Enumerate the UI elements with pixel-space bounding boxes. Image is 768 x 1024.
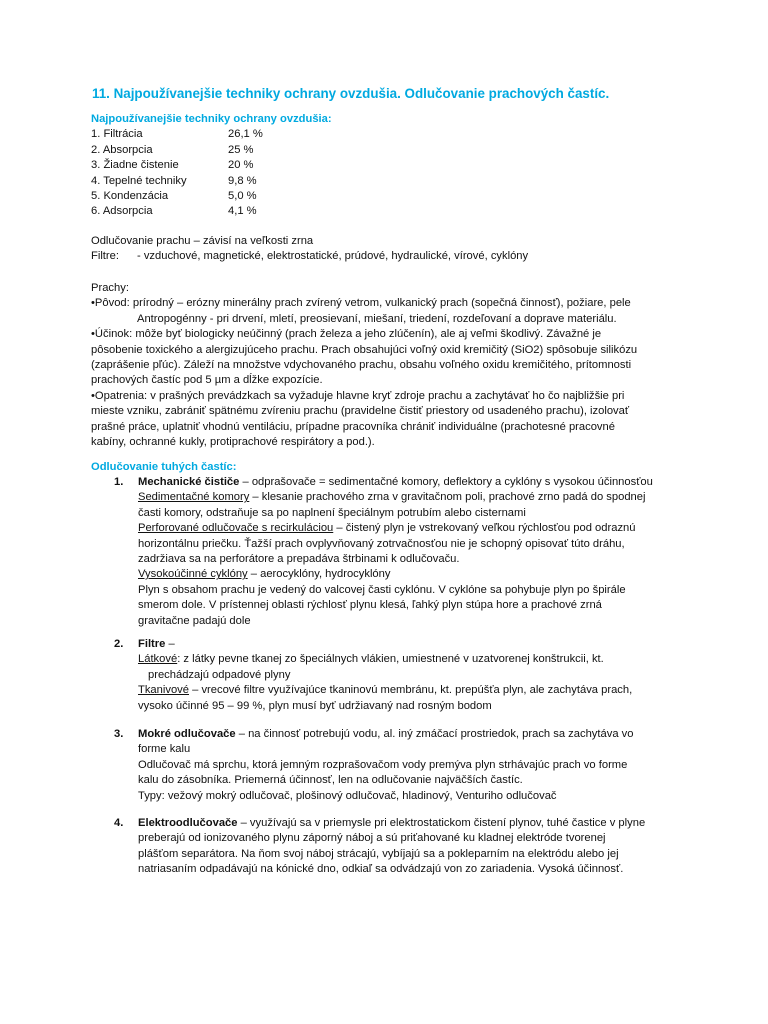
list-item-wet bbox=[138, 727, 698, 804]
sub-label: Látkové bbox=[138, 653, 178, 666]
item-text: Odlučovač má sprchu, ktorá jemným rozprašovačom vody premýva plyn strhávajúc prach vo forme bbox=[138, 758, 628, 771]
technique-row bbox=[91, 127, 332, 142]
technique-name: 5. Kondenzácia bbox=[91, 190, 169, 203]
sub-text: – klesanie prachového zrna v gravitačnom poli, prachové zrno padá do spodnej bbox=[249, 491, 646, 504]
sub-text: – aerocyklóny, hydrocyklóny bbox=[247, 568, 391, 581]
technique-value: 26,1 % bbox=[228, 128, 263, 141]
dust-line: Antropogénny - pri drvení, mletí, preosievaní, miešaní, triedení, rozdeľovaní a doprave materiálu. bbox=[137, 312, 617, 325]
sub-label: Tkanivové bbox=[138, 684, 189, 697]
item-text: Typy: vežový mokrý odlučovač, plošinový odlučovač, hladinový, Venturiho odlučovač bbox=[138, 789, 557, 802]
dust-line: kabíny, ochranné kukly, protiprachové respirátory a pod.). bbox=[91, 436, 375, 449]
dust-line: prašné práce, uplatniť vhodnú ventiláciu, prípadne pracovníka chrániť individuálne (prachotesné pracovné bbox=[91, 420, 615, 433]
sub-text: časti komory, odstraňuje sa po naplnení špeciálnym potrubím alebo cisternami bbox=[138, 506, 526, 519]
techniques-section bbox=[91, 112, 332, 220]
item-title-rest: – bbox=[165, 638, 175, 650]
item-text: plášťom separátora. Na ňom svoj náboj strácajú, vybíjajú sa a pokleparním na elektródu alebo jej bbox=[138, 847, 619, 860]
sub-text: vysoko účinné 95 – 99 %, plyn musí byť udržiavaný nad rosným bodom bbox=[138, 699, 492, 712]
technique-row bbox=[91, 143, 332, 158]
item-number: 2. bbox=[114, 638, 124, 650]
technique-value: 9,8 % bbox=[228, 174, 257, 187]
technique-name: 6. Adsorpcia bbox=[91, 205, 153, 218]
item-title-rest: – využívajú sa v priemysle pri elektrostatickom čistení plynov, tuhé častice v plyne bbox=[237, 817, 646, 829]
item-title: Elektroodlučovače bbox=[138, 817, 238, 829]
technique-row bbox=[91, 174, 332, 189]
technique-name: 2. Absorpcia bbox=[91, 143, 153, 156]
sub-text: : z látky pevne tkanej zo špeciálnych vlákien, umiestnené v uzatvorenej konštrukcii, kt. bbox=[177, 653, 604, 666]
technique-name: 4. Tepelné techniky bbox=[91, 174, 187, 187]
item-text: natriasaním odpadávajú na kónické dno, odkiaľ sa odvádzajú von zo zariadenia. Vysoká účinnosť. bbox=[138, 863, 624, 876]
sub-text: zadržiava sa na perforátore a prepadáva štrbinami k odlučovaču. bbox=[138, 553, 460, 566]
sub-text: Plyn s obsahom prachu je vedený do valcovej časti cyklónu. V cyklóne sa pohybuje plyn po špirále bbox=[138, 583, 626, 596]
dust-line: pôsobenie toxického a alergizujúceho prachu. Prach obsahujúci voľný oxid kremičitý (SiO2) spôsobuje silikózu bbox=[91, 343, 638, 356]
sub-label: Sedimentačné komory bbox=[138, 491, 250, 504]
item-text: kalu do zásobníka. Priemerná účinnosť, len na odlučovanie najväčších častíc. bbox=[138, 774, 523, 787]
separation-line: Odlučovanie prachu – závisí na veľkosti zrna bbox=[91, 235, 314, 247]
sub-text: horizontálnu priečku. Ťažší prach ovplyvňovaný zotrvačnosťou nie je schopný opisovať túto dráhu, bbox=[138, 537, 625, 550]
dust-section bbox=[91, 281, 637, 450]
filtre-text: - vzduchové, magnetické, elektrostatické, prúdové, hydraulické, vírové, cyklóny bbox=[137, 250, 529, 263]
sub-label: Vysokoúčinné cyklóny bbox=[138, 568, 248, 581]
technique-row bbox=[91, 158, 332, 173]
separation-section bbox=[91, 234, 528, 265]
technique-row bbox=[91, 204, 332, 219]
item-title: Mechanické čističe bbox=[138, 476, 240, 488]
technique-value: 25 % bbox=[228, 143, 254, 156]
techniques-heading: Najpoužívanejšie techniky ochrany ovzdušia: bbox=[91, 113, 332, 125]
item-text: preberajú od ionizovaného plynu záporný náboj a sú priťahované ku kladnej elektróde tvorenej bbox=[138, 832, 606, 845]
technique-value: 20 % bbox=[228, 159, 254, 172]
dust-heading: Prachy: bbox=[91, 282, 129, 294]
list-item-electro bbox=[138, 816, 698, 878]
dust-line: (zaprášenie pľúc). Záleží na množstve vdychovaného prachu, obsahu voľného oxidu kremičitého, prítomnosti bbox=[91, 359, 632, 372]
list-item-filters bbox=[138, 637, 698, 714]
item-title-rest: – na činnosť potrebujú vodu, al. iný zmáčací prostriedok, prach sa zachytáva vo bbox=[235, 728, 634, 740]
technique-row bbox=[91, 189, 332, 204]
sub-label: Perforované odlučovače s recirkuláciou bbox=[138, 522, 334, 535]
item-title: Filtre bbox=[138, 638, 166, 650]
technique-value: 4,1 % bbox=[228, 205, 257, 218]
filtre-label: Filtre: bbox=[91, 250, 119, 263]
sub-text: – čistený plyn je vstrekovaný veľkou rýchlosťou pod odraznú bbox=[333, 522, 636, 535]
page-title: 11. Najpoužívanejšie techniky ochrany ovzdušia. Odlučovanie prachových častíc. bbox=[92, 86, 610, 101]
dust-line: prachových častíc pod 5 µm a dĺžke expozície. bbox=[91, 374, 323, 387]
technique-name: 1. Filtrácia bbox=[91, 128, 143, 141]
item-text: forme kalu bbox=[138, 743, 191, 756]
dust-line: •Pôvod: prírodný – erózny minerálny prach zvírený vetrom, vulkanický prach (sopečná činnosť), požiare, pele bbox=[91, 297, 631, 310]
list-item-mechanical bbox=[138, 475, 698, 629]
sub-text: smerom dole. V prístennej oblasti rýchlosť plynu klesá, ľahký plyn stúpa hore a prachové zrná bbox=[138, 599, 602, 612]
solid-heading: Odlučovanie tuhých častíc: bbox=[91, 461, 237, 473]
item-number: 4. bbox=[114, 817, 124, 829]
sub-text: gravitačne padajú dole bbox=[138, 614, 251, 627]
technique-value: 5,0 % bbox=[228, 190, 257, 203]
item-title: Mokré odlučovače bbox=[138, 728, 236, 740]
sub-text: – vrecové filtre využívajúce tkaninovú membránu, kt. prepúšťa plyn, ale zachytáva prach, bbox=[189, 684, 633, 697]
dust-line: •Opatrenia: v prašných prevádzkach sa vyžaduje hlavne kryť zdroje prachu a zachytávať ho čo najbližšie pri bbox=[91, 389, 625, 402]
item-number: 3. bbox=[114, 728, 124, 740]
dust-line: •Účinok: môže byť biologicky neúčinný (prach železa a jeho zlúčenín), ale aj veľmi škodlivý. Závažné je bbox=[91, 328, 602, 341]
dust-line: mieste vzniku, zabrániť spätnému zvíreniu prachu (pravidelne čistiť priestory od usadeného prachu), izolovať bbox=[91, 405, 630, 418]
item-number: 1. bbox=[114, 476, 124, 488]
technique-name: 3. Žiadne čistenie bbox=[91, 159, 179, 172]
filtre-line bbox=[91, 249, 528, 264]
solid-section bbox=[91, 460, 236, 475]
item-title-rest: – odprašovače = sedimentačné komory, deflektory a cyklóny s vysokou účinnosťou bbox=[239, 476, 653, 488]
sub-text: prechádzajú odpadové plyny bbox=[148, 668, 291, 681]
